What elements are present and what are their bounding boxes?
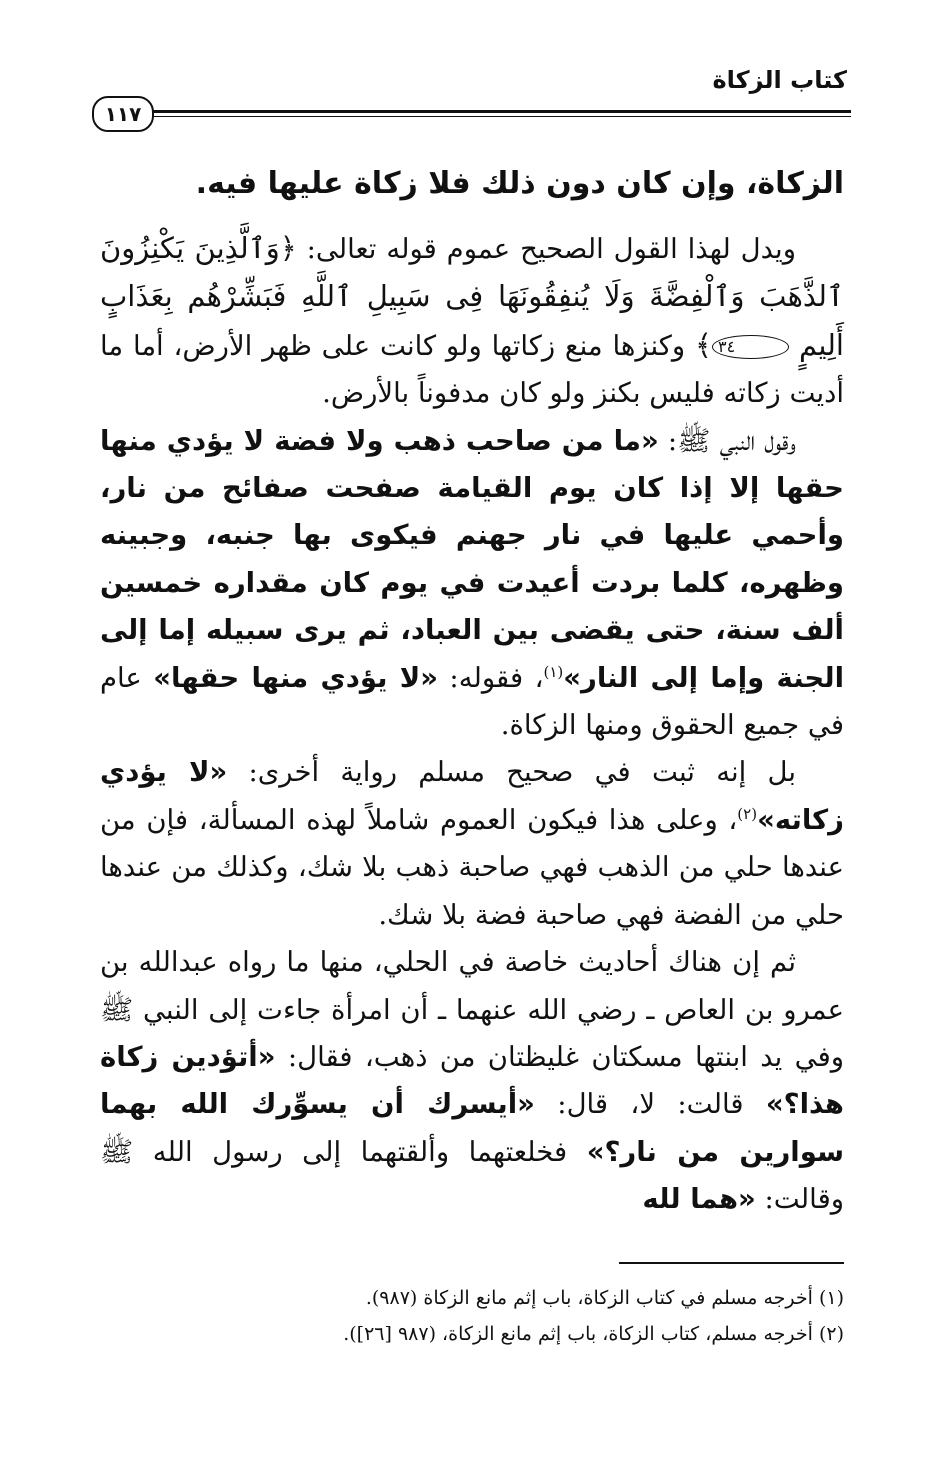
hadith-q2: «أيسرك أن يسوِّرك الله بهما سوارين من نار؟» <box>100 1088 844 1168</box>
p4-intro: بل إنه ثبت في صحيح مسلم رواية أخرى: <box>227 756 796 789</box>
hadith-q1: «أتؤدين زكاة هذا؟» <box>100 1040 844 1121</box>
footnote-separator <box>619 1262 844 1264</box>
footnote-ref-2: (٢) <box>737 804 758 823</box>
p4-rest: ، وعلى هذا فيكون العموم شاملاً لهذه المسألة، فإن من عندها حلي من الذهب فهي صاحبة ذهب بلا شك، وكذلك من عندها حلي من الفضة فهي صاحبة فضة بلا شك. <box>100 803 844 931</box>
main-text <box>100 155 844 1224</box>
paragraph-1: الزكاة، وإن كان دون ذلك فلا زكاة عليها فيه. <box>195 166 844 201</box>
p3-mid: ، فقوله: <box>437 661 544 694</box>
footnote-ref-1: (١) <box>543 662 564 681</box>
hadith-text: «ما من صاحب ذهب ولا فضة لا يؤدي منها حقها إلا إذا كان يوم القيامة صفحت صفائح من نار، وأحمي عليها في نار جهنم فيكوى بها جنبه، وجبينه وظهره، كلما بردت أعيدت في يوم كان مقداره خمسين ألف سنة، حتى يقضى بين العباد، ثم يرى سبيله إما إلى الجنة وإما إلى النار» <box>100 424 844 694</box>
p5-b: قالت: لا، قال: <box>534 1088 766 1121</box>
p5-a: ثم إن هناك أحاديث خاصة في الحلي، منها ما رواه عبدالله بن عمرو بن العاص ـ رضي الله عنهما ـ أن امرأة جاءت إلى النبي ﷺ وفي يد ابنتها مسكتان غليظتان من ذهب، فقال: <box>100 946 845 1073</box>
header-rule-thick <box>148 110 851 113</box>
p3-end: عام في جميع الحقوق ومنها الزكاة. <box>100 661 844 742</box>
paragraph-5 <box>100 939 844 1223</box>
page-number: ١١٧ <box>92 96 154 132</box>
footnote-1: (١) أخرجه مسلم في كتاب الزكاة، باب إثم مانع الزكاة (٩٨٧). <box>365 1287 844 1309</box>
paragraph-4 <box>100 749 844 939</box>
quran-verse-close: ﴾ <box>695 327 713 362</box>
header-rule-thin <box>148 116 851 117</box>
hadith-quote-2: «لا يؤدي زكاته» <box>100 756 844 836</box>
paragraph-3 <box>100 418 844 750</box>
p2-rest: وكنزها منع زكاتها ولو كانت على ظهر الأرض، أما ما أديت زكاته فليس بكنز ولو كان مدفوناً بالأرض. <box>100 329 844 410</box>
hadith-q3: «هما لله <box>642 1183 756 1216</box>
footnotes <box>100 1280 844 1352</box>
p5-c: فخلعتهما وألقتهما إلى رسول الله ﷺ وقالت: <box>100 1135 844 1216</box>
running-title: كتاب الزكاة <box>712 66 847 94</box>
verse-number-marker: ٣٤ <box>712 335 789 359</box>
hadith-quote: «لا يؤدي منها حقها» <box>153 661 438 694</box>
quran-verse: ﴿وَٱلَّذِينَ يَكْنِزُونَ ٱلذَّهَبَ وَٱلْفِضَّةَ وَلَا يُنفِقُونَهَا فِى سَبِيلِ ٱللَّهِ فَبَشِّرْهُم بِعَذَابٍ أَلِيمٍ <box>100 231 844 362</box>
paragraph-2 <box>100 225 844 418</box>
p3-intro: وقول النبي ﷺ: <box>658 424 796 457</box>
p2-intro: ويدل لهذا القول الصحيح عموم قوله تعالى: <box>296 233 796 265</box>
footnote-2: (٢) أخرجه مسلم، كتاب الزكاة، باب إثم مانع الزكاة، (٩٨٧ [٢٦]). <box>343 1323 844 1345</box>
